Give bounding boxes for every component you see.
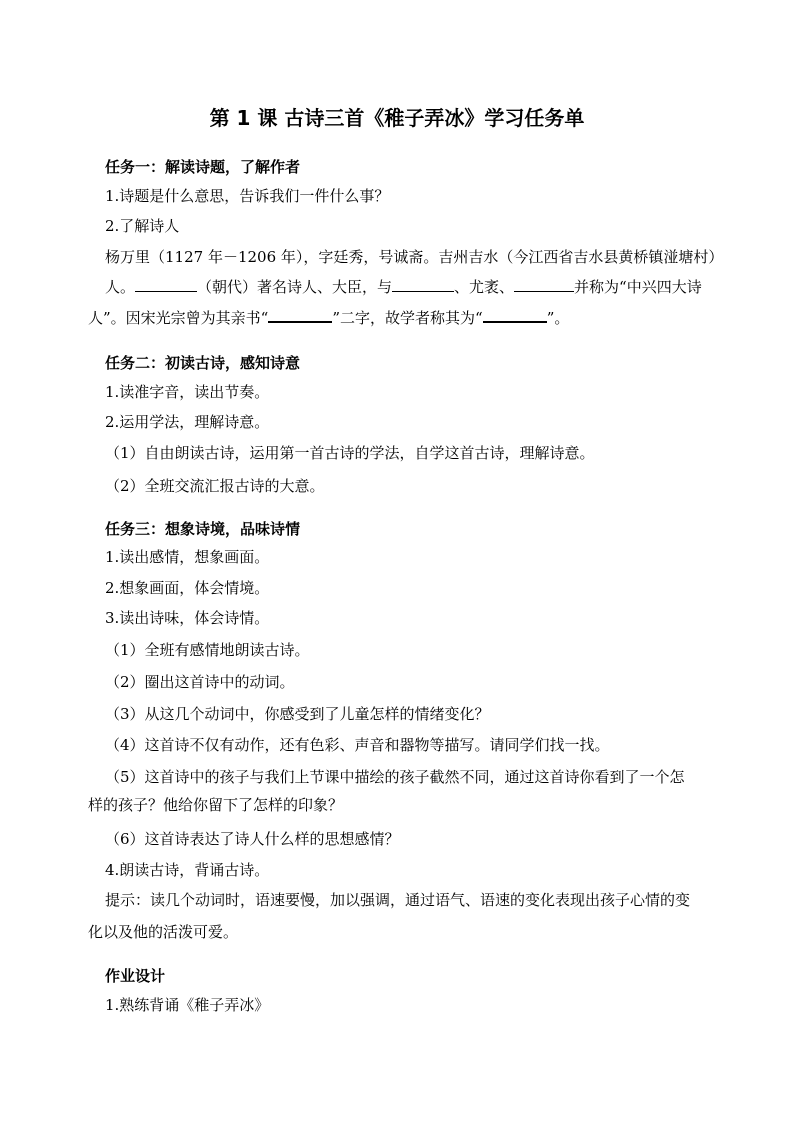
homework-item1: 1.熟练背诵《稚子弄冰》 (105, 996, 270, 1014)
task2-item2: 2.运用学法，理解诗意。 (105, 413, 270, 431)
page-title: 第 1 课 古诗三首《稚子弄冰》学习任务单 (209, 106, 585, 130)
task3-sub4: （4）这首诗不仅有动作，还有色彩、声音和器物等描写。请同学们找一找。 (105, 736, 610, 754)
poet-name-blank-1[interactable] (392, 277, 454, 292)
calligraphy-blank[interactable] (268, 307, 332, 323)
dynasty-blank[interactable] (135, 277, 197, 292)
task3-sub1: （1）全班有感情地朗读古诗。 (105, 641, 310, 659)
task2-sub1: （1）自由朗读古诗，运用第一首古诗的学法，自学这首古诗，理解诗意。 (105, 444, 595, 462)
title-blank[interactable] (483, 307, 547, 323)
task3-sub3: （3）从这几个动词中，你感受到了儿童怎样的情绪变化？ (105, 705, 490, 723)
task3-item1: 1.读出感情，想象画面。 (105, 548, 270, 566)
poet-bio-text: 人。 (105, 278, 136, 296)
tip-line2: 化以及他的活泼可爱。 (88, 923, 239, 941)
task3-item4: 4.朗读古诗，背诵古诗。 (105, 861, 270, 879)
poet-bio-text: ”二字，故学者称其为“ (332, 309, 483, 327)
tip-line1: 提示：读几个动词时，语速要慢，加以强调，通过语气、语速的变化表现出孩子心情的变 (105, 891, 691, 909)
task3-heading: 任务三：想象诗境，品味诗情 (105, 520, 301, 538)
task3-sub6: （6）这首诗表达了诗人什么样的思想感情？ (105, 830, 400, 848)
poet-bio-line3 (88, 307, 569, 328)
task2-item1: 1.读准字音，读出节奏。 (105, 383, 270, 401)
poet-name-blank-2[interactable] (514, 277, 574, 292)
poet-bio-line2 (105, 277, 702, 297)
task3-sub5-line2: 样的孩子？他给你留下了怎样的印象？ (88, 796, 344, 814)
poet-bio-text: 、尤袤、 (454, 278, 515, 296)
task1-item1: 1.诗题是什么意思，告诉我们一件什么事？ (105, 187, 390, 205)
homework-heading: 作业设计 (105, 967, 166, 985)
poet-bio-text: 人”。因宋光宗曾为其亲书“ (88, 309, 269, 327)
task3-item3: 3.读出诗味，体会诗情。 (105, 609, 270, 627)
task1-item2: 2.了解诗人 (105, 217, 180, 235)
task3-sub5-line1: （5）这首诗中的孩子与我们上节课中描绘的孩子截然不同，通过这首诗你看到了一个怎 (105, 768, 685, 786)
task3-item2: 2.想象画面，体会情境。 (105, 579, 270, 597)
task2-heading: 任务二：初读古诗，感知诗意 (105, 354, 301, 372)
task3-sub2: （2）圈出这首诗中的动词。 (105, 673, 295, 691)
poet-bio-text: 并称为“中兴四大诗 (574, 278, 702, 296)
poet-bio-text: ”。 (546, 309, 570, 327)
poet-bio-text: （朝代）著名诗人、大臣，与 (197, 278, 393, 296)
poet-bio-line1: 杨万里（1127 年－1206 年），字廷秀，号诚斋。吉州吉水（今江西省吉水县黄桥镇湴塘村） (105, 248, 724, 266)
task2-sub2: （2）全班交流汇报古诗的大意。 (105, 477, 325, 495)
task1-heading: 任务一：解读诗题，了解作者 (105, 158, 301, 176)
